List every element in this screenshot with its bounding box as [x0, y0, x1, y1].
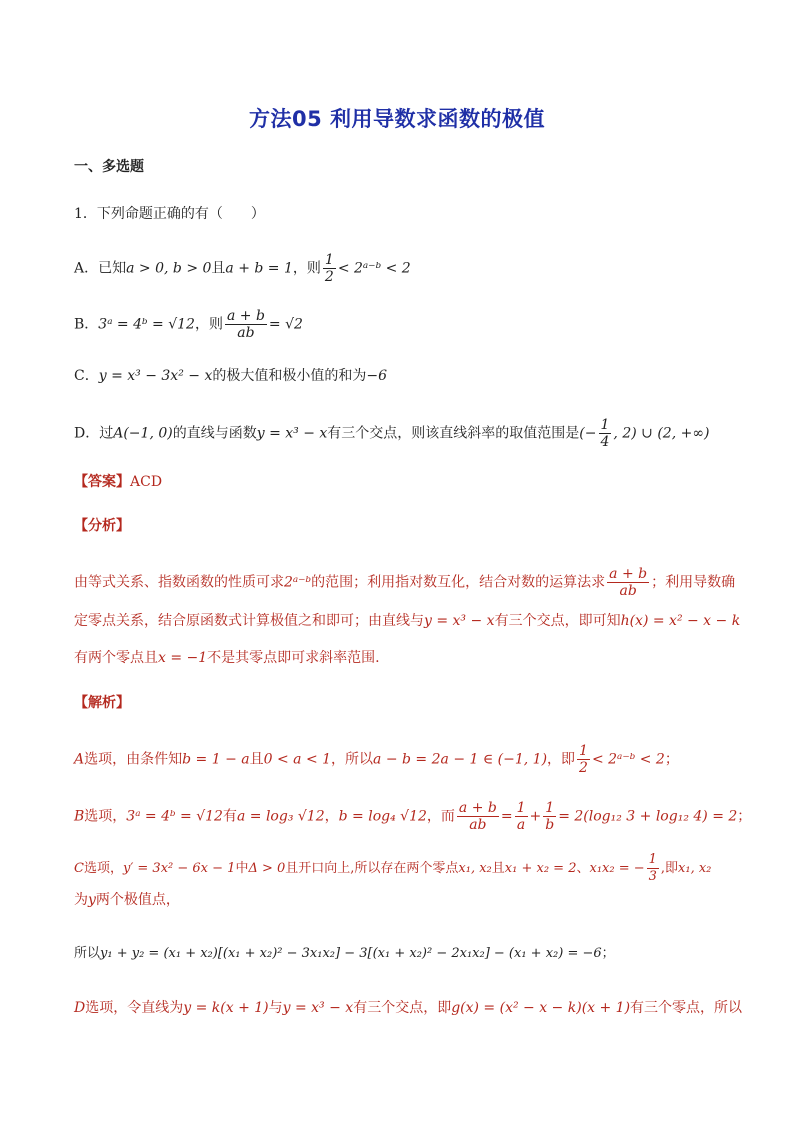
option-c [74, 365, 387, 387]
solution-b-frac2-num: 1 [516, 800, 526, 816]
analysis-text-2d: h(x) = x² − x − k [620, 613, 741, 629]
option-d-mid: 的直线与函数 [172, 425, 257, 442]
solution-b-letter: B [74, 808, 85, 825]
option-b-frac-num: a + b [226, 308, 265, 324]
solution-d-text-h: 有三个零点，所以 [630, 1000, 743, 1016]
solution-d [74, 997, 742, 1019]
answer-label: 【答案】 [74, 474, 130, 490]
option-a-mid: 且 [211, 260, 226, 277]
solution-c-text-j: 、 [576, 861, 590, 876]
solution-c-frac-num: 1 [648, 852, 657, 867]
option-a-frac-den: 2 [324, 269, 334, 285]
solution-b-text-g: b = log₄ √12 [338, 808, 427, 825]
solution-label: 【解析】 [74, 695, 130, 711]
option-a [74, 252, 411, 285]
solution-d-letter: D [74, 1000, 86, 1016]
solution-c2-text-a: 为 [74, 892, 88, 908]
solution-c-text-e: Δ > 0 [248, 861, 286, 876]
solution-c-line-3 [74, 943, 615, 965]
solution-c-text-b: 选项， [83, 861, 123, 876]
option-b-frac-den: ab [237, 325, 255, 341]
analysis-text-1d: ；利用导数确 [651, 574, 736, 591]
solution-c-text-l: ,即 [660, 861, 679, 876]
analysis-text-3b: x = −1 [158, 650, 208, 666]
solution-c-text-i: x₁ + x₂ = 2 [504, 861, 577, 876]
analysis-line-2 [74, 610, 740, 632]
solution-c-text-h: 且 [491, 861, 505, 876]
solution-c-text-g: x₁, x₂ [458, 861, 492, 876]
solution-a-text-g: a − b = 2a − 1 ∈ (−1, 1) [373, 751, 548, 768]
solution-b-text-h: ，而 [426, 808, 455, 825]
analysis-frac-den: ab [619, 583, 637, 599]
solution-a-letter: A [74, 751, 85, 768]
analysis-text-2b: y = x³ − x [424, 613, 495, 629]
option-b-then: ，则 [194, 316, 223, 333]
analysis-fraction [607, 566, 649, 599]
solution-d-text-b: 选项，令直线为 [85, 1000, 184, 1016]
solution-c [74, 852, 711, 885]
solution-a-text-c: b = 1 − a [182, 751, 250, 768]
solution-b-text-l: ； [737, 808, 752, 825]
option-d-range-post: , 2) ∪ (2, +∞) [613, 425, 710, 442]
solution-b-frac2-den: a [516, 817, 526, 833]
solution-c3-text-b: y₁ + y₂ = (x₁ + x₂)[(x₁ + x₂)² − 3x₁x₂] − 3[(x₁ + x₂)² − 2x₁x₂] − (x₁ + x₂) = −6 [100, 946, 602, 961]
solution-a-text-d: 且 [249, 751, 264, 768]
analysis-text-1b: 2ᵃ⁻ᵇ [284, 574, 312, 591]
solution-b-text-e: a = log₃ √12 [236, 808, 325, 825]
solution-a-text-i: < 2ᵃ⁻ᵇ < 2 [591, 751, 665, 768]
option-b [74, 308, 303, 341]
option-c-value: −6 [366, 368, 387, 384]
option-b-prefix: B． [74, 316, 99, 333]
solution-d-text-e: y = x³ − x [282, 1000, 354, 1016]
analysis-label: 【分析】 [74, 518, 130, 534]
option-d-frac-den: 4 [600, 434, 610, 450]
solution-b-text-i: = [500, 808, 513, 825]
option-d-frac-num: 1 [600, 417, 610, 433]
solution-d-text-d: 与 [268, 1000, 283, 1016]
solution-c-frac-den: 3 [648, 869, 657, 884]
option-d-mid2: 有三个交点，则该直线斜率的取值范围是 [327, 425, 580, 442]
solution-a-text-b: 选项，由条件知 [84, 751, 183, 768]
solution-b-frac-den: ab [469, 817, 487, 833]
analysis-text-2a: 定零点关系，结合原函数式计算极值之和即可；由直线与 [74, 613, 424, 629]
solution-b-text-c: 3ᵃ = 4ᵇ = √12 [126, 808, 223, 825]
option-c-expr: y = x³ − 3x² − x [98, 368, 213, 384]
answer-value: ACD [130, 474, 163, 490]
solution-a-text-f: ，所以 [331, 751, 374, 768]
option-a-cond: a > 0, b > 0 [126, 260, 212, 277]
solution-a-text-h: ，即 [547, 751, 576, 768]
analysis-text-1a: 由等式关系、指数函数的性质可求 [74, 574, 284, 591]
solution-b-text-f: ， [324, 808, 339, 825]
option-a-frac-num: 1 [324, 252, 334, 268]
analysis-line-1 [74, 566, 735, 599]
analysis-text-1c: 的范围；利用指对数互化，结合对数的运算法求 [311, 574, 606, 591]
solution-d-text-g: g(x) = (x² − x − k)(x + 1) [451, 1000, 631, 1016]
answer-line [74, 471, 162, 493]
option-d-fraction [599, 417, 612, 450]
option-c-prefix: C． [74, 368, 99, 384]
option-a-then: ，则 [292, 260, 321, 277]
solution-b [74, 800, 751, 833]
solution-c-text-f: 且开口向上,所以存在两个零点 [285, 861, 459, 876]
solution-b-text-b: 选项， [84, 808, 127, 825]
solution-b-fraction-3 [543, 800, 556, 833]
solution-c-letter: C [74, 861, 84, 876]
analysis-frac-num: a + b [609, 566, 648, 582]
option-a-tail: < 2ᵃ⁻ᵇ < 2 [337, 260, 411, 277]
solution-a-text-e: 0 < a < 1 [263, 751, 332, 768]
solution-c-text-d: 中 [235, 861, 249, 876]
solution-b-fraction-2 [515, 800, 528, 833]
solution-a-frac-den: 2 [579, 760, 588, 776]
solution-b-text-d: 有 [222, 808, 237, 825]
solution-d-text-f: 有三个交点，即 [353, 1000, 452, 1016]
analysis-text-3a: 有两个零点且 [74, 650, 158, 666]
option-d-point: A(−1, 0) [113, 425, 173, 442]
option-c-tail: 的极大值和极小值的和为 [212, 368, 367, 384]
section-heading: 一、多选题 [74, 159, 144, 175]
solution-c-text-c: y′ = 3x² − 6x − 1 [122, 861, 236, 876]
solution-c2-text-b: y [88, 892, 96, 908]
option-b-tail: = √2 [268, 316, 303, 333]
solution-b-frac-num: a + b [458, 800, 497, 816]
solution-c2-text-c: 两个极值点， [95, 892, 180, 908]
analysis-line-3 [74, 647, 380, 669]
solution-b-fraction [457, 800, 499, 833]
solution-b-frac3-den: b [545, 817, 555, 833]
option-a-fraction [323, 252, 336, 285]
solution-a-text-j: ； [664, 751, 679, 768]
solution-b-text-k: = 2(log₁₂ 3 + log₁₂ 4) = 2 [558, 808, 738, 825]
option-a-prefix: A．已知 [74, 260, 127, 277]
solution-b-text-j: + [529, 808, 542, 825]
option-d-range-pre: (− [579, 425, 597, 442]
option-d-expr: y = x³ − x [256, 425, 328, 442]
solution-c3-text-c: ； [601, 946, 615, 961]
solution-c-text-k: x₁x₂ = − [589, 861, 645, 876]
analysis-text-3c: 不是其零点即可求斜率范围. [207, 650, 380, 666]
solution-c3-text-a: 所以 [74, 946, 101, 961]
option-d-prefix: D．过 [74, 425, 114, 442]
analysis-text-2c: 有三个交点，即可知 [494, 613, 621, 629]
page-title: 方法05 利用导数求函数的极值 [248, 107, 546, 131]
solution-c-line-2 [74, 889, 180, 911]
option-a-cond2: a + b = 1 [225, 260, 293, 277]
solution-a-fraction [577, 743, 590, 776]
option-b-cond: 3ᵃ = 4ᵇ = √12 [98, 316, 195, 333]
solution-b-frac3-num: 1 [543, 800, 556, 817]
solution-c-fraction [647, 852, 659, 885]
option-d [74, 417, 709, 450]
solution-d-text-c: y = k(x + 1) [183, 1000, 269, 1016]
solution-a-frac-num: 1 [579, 743, 588, 759]
question-stem: 1．下列命题正确的有（ ） [74, 206, 265, 222]
solution-a [74, 743, 679, 776]
solution-c-text-m: x₁, x₂ [678, 861, 712, 876]
option-b-fraction [225, 308, 267, 341]
